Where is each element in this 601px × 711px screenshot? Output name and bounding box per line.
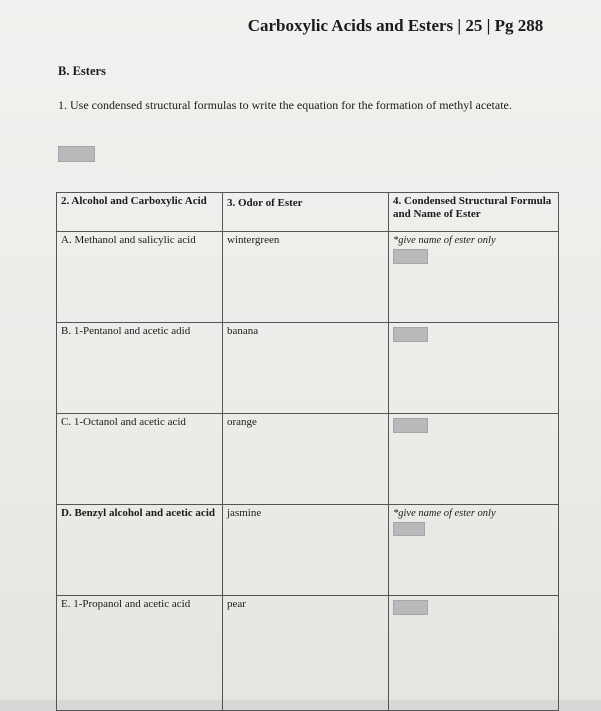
answer-redaction (393, 327, 428, 342)
answer-redaction (393, 522, 425, 536)
reactants-cell: A. Methanol and salicylic acid (57, 232, 223, 323)
header-col2-label: 3. Odor of Ester (227, 197, 303, 209)
odor-cell: banana (223, 323, 389, 414)
instruction-note: *give name of ester only (393, 235, 496, 246)
section-heading: B. Esters (58, 64, 106, 78)
header-odor (223, 193, 389, 232)
answer-cell[interactable] (389, 232, 559, 323)
answer-cell[interactable] (389, 414, 559, 505)
ester-table (56, 192, 559, 711)
answer-redaction (393, 249, 428, 264)
answer-redaction (393, 418, 428, 433)
table-row (57, 414, 559, 505)
header-col1-label: 2. Alcohol and Carboxylic Acid (61, 195, 207, 207)
table-row (57, 232, 559, 323)
answer-cell[interactable] (389, 596, 559, 711)
header-alcohol-acid (57, 193, 223, 232)
reactants-cell: D. Benzyl alcohol and acetic acid (57, 505, 223, 596)
odor-cell: jasmine (223, 505, 389, 596)
answer-cell[interactable] (389, 323, 559, 414)
header-col3-label: 4. Condensed Structural Formula and Name of Ester (393, 195, 552, 220)
page-title: Carboxylic Acids and Esters | 25 | Pg 288 (247, 16, 544, 35)
answer-redaction-box (58, 146, 95, 162)
reactants-cell: E. 1-Propanol and acetic acid (57, 596, 223, 711)
question-1: 1. Use condensed structural formulas to write the equation for the formation of methyl acetate. (58, 98, 512, 112)
answer-cell[interactable] (389, 505, 559, 596)
instruction-note: *give name of ester only (393, 508, 496, 519)
odor-cell: pear (223, 596, 389, 711)
answer-redaction (393, 600, 428, 615)
table-header-row (57, 193, 559, 232)
odor-cell: wintergreen (223, 232, 389, 323)
table-row (57, 323, 559, 414)
table-row (57, 596, 559, 711)
reactants-cell: C. 1-Octanol and acetic acid (57, 414, 223, 505)
reactants-cell: B. 1-Pentanol and acetic adid (57, 323, 223, 414)
table-row (57, 505, 559, 596)
odor-cell: orange (223, 414, 389, 505)
header-formula-name (389, 193, 559, 232)
